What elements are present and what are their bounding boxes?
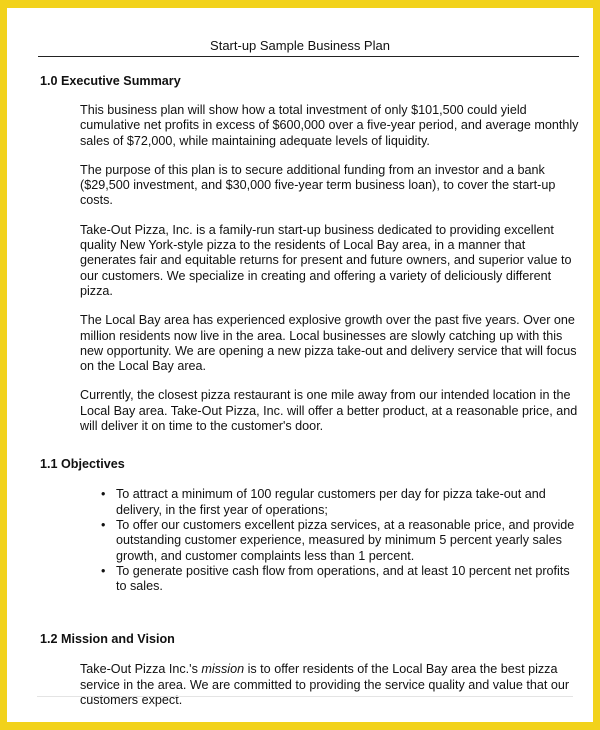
list-item-text: To generate positive cash flow from operations, and at least 10 percent net profits to sales. xyxy=(116,563,570,594)
list-item xyxy=(101,518,580,564)
page-break-line xyxy=(37,696,573,697)
list-item xyxy=(101,487,580,518)
bullet-icon: • xyxy=(101,517,106,532)
list-item xyxy=(101,564,580,595)
paragraph: The Local Bay area has experienced explosive growth over the past five years. Over one million residents now live in the area. Local businesses are slowly catching up with this new opportunity. We are opening a new pizza take-out and delivery service that will focus on the Local Bay area. xyxy=(80,313,577,374)
paragraph: The purpose of this plan is to secure additional funding from an investor and a bank ($29,500 investment, and $30,000 five-year term business loan), to cover the start-up costs. xyxy=(80,162,556,208)
list-item-text: To offer our customers excellent pizza services, at a reasonable price, and provide outstanding customer experience, measured by minimum 5 percent yearly sales growth, and customer complaints less than 1 percent. xyxy=(116,517,575,563)
list-item-text: To attract a minimum of 100 regular customers per day for pizza take-out and delivery, in the first year of operations; xyxy=(116,487,546,517)
objectives-list xyxy=(101,487,580,594)
text-run: Take-Out Pizza Inc.'s xyxy=(80,662,202,677)
section-objectives xyxy=(40,457,580,594)
paragraph xyxy=(80,662,580,708)
emphasis-text: mission xyxy=(201,662,245,677)
section-heading: 1.1 Objectives xyxy=(40,457,125,472)
paragraph: Currently, the closest pizza restaurant is one mile away from our intended location in the Local Bay area. Take-Out Pizza, Inc. will offer a better product, at a reasonable price, and will deliver it on time to the customer's door. xyxy=(80,388,578,434)
section-heading: 1.2 Mission and Vision xyxy=(40,632,175,647)
document-title: Start-up Sample Business Plan xyxy=(210,38,390,53)
document-page xyxy=(7,8,593,722)
paragraph: This business plan will show how a total investment of only $101,500 could yield cumulative net profits in excess of $600,000 over a five-year period, and average monthly sales of $72,000, while maintaining adequate levels of liquidity. xyxy=(80,103,579,148)
section-executive-summary xyxy=(40,74,580,434)
paragraph: Take-Out Pizza, Inc. is a family-run start-up business dedicated to providing excellent quality New York-style pizza to the residents of Local Bay area, in a manner that generates fair and equitable returns for present and future owners, and superior value to our customers. We specialize in creating and offering a variety of deliciously different pizza. xyxy=(80,222,572,298)
section-heading: 1.0 Executive Summary xyxy=(40,74,181,88)
bullet-icon: • xyxy=(101,487,106,502)
bullet-icon: • xyxy=(101,563,106,578)
text-run: is to offer residents of the Local Bay area the best pizza service in the area. We are committed to providing the service quality and value that our customers expect. xyxy=(80,662,570,708)
document-body xyxy=(40,74,580,722)
header-divider xyxy=(38,56,579,57)
